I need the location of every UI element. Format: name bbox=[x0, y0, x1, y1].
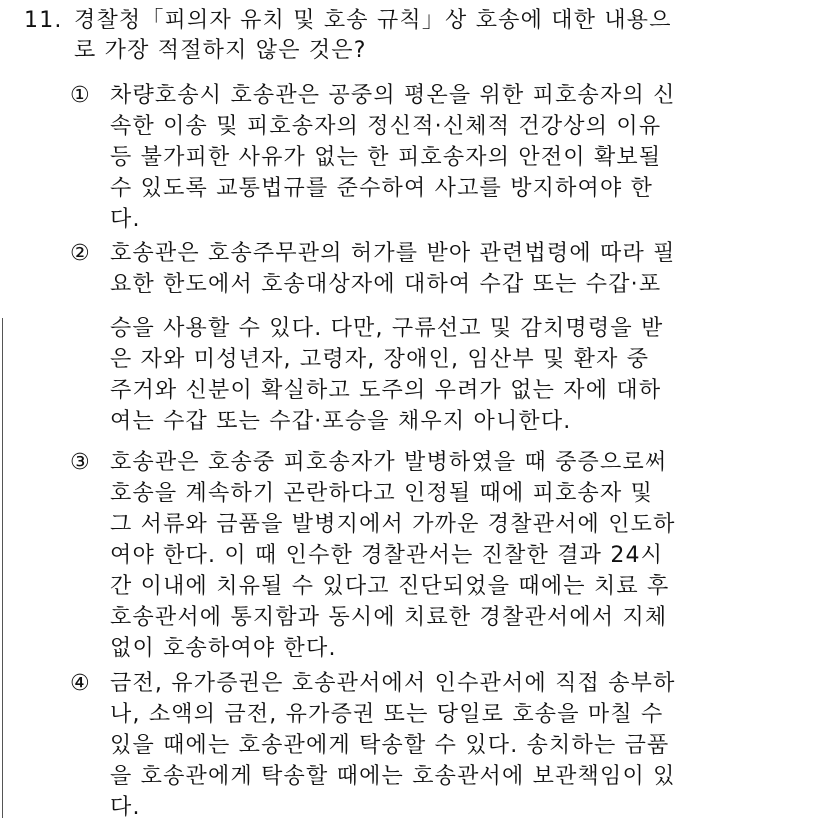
option-4-mark: ④ bbox=[70, 671, 91, 696]
left-margin-rule bbox=[2, 318, 3, 818]
option-4[interactable] bbox=[70, 668, 770, 823]
option-line: 금전, 유가증권은 호송관서에서 인수관서에 직접 송부하 bbox=[110, 671, 676, 696]
option-line: 요한 한도에서 호송대상자에 대하여 수갑 또는 수갑·포 bbox=[110, 272, 662, 297]
option-line: 없이 호송하여야 한다. bbox=[110, 636, 337, 661]
option-2[interactable] bbox=[70, 238, 770, 300]
option-line: 호송을 계속하기 곤란하다고 인정될 때에 피호송자 및 bbox=[110, 481, 654, 506]
question-number: 11. bbox=[24, 8, 63, 33]
question-text-line-2: 로 가장 적절하지 않은 것은? bbox=[74, 38, 367, 63]
option-line: 은 자와 미성년자, 고령자, 장애인, 임산부 및 환자 중 bbox=[110, 347, 650, 372]
option-2-continued bbox=[70, 313, 770, 437]
option-line: 다. bbox=[110, 795, 141, 820]
option-line: 차량호송시 호송관은 공중의 평온을 위한 피호송자의 신 bbox=[110, 83, 676, 108]
option-line: 호송관은 호송주무관의 허가를 받아 관련법령에 따라 필 bbox=[110, 241, 676, 266]
option-line: 호송관은 호송중 피호송자가 발병하였을 때 중증으로써 bbox=[110, 450, 668, 475]
option-3-mark: ③ bbox=[70, 450, 91, 475]
option-line: 등 불가피한 사유가 없는 한 피호송자의 안전이 확보될 bbox=[110, 145, 662, 170]
option-line: 승을 사용할 수 있다. 다만, 구류선고 및 감치명령을 받 bbox=[110, 316, 664, 341]
option-line: 을 호송관에게 탁송할 때에는 호송관서에 보관책임이 있 bbox=[110, 764, 676, 789]
option-4-text bbox=[70, 668, 770, 823]
option-1-mark: ① bbox=[70, 83, 91, 108]
option-1-text bbox=[70, 80, 770, 235]
option-line: 여는 수갑 또는 수갑·포승을 채우지 아니한다. bbox=[110, 409, 572, 434]
option-line: 나, 소액의 금전, 유가증권 또는 당일로 호송을 마칠 수 bbox=[110, 702, 664, 727]
option-line: 속한 이송 및 피호송자의 정신적·신체적 건강상의 이유 bbox=[110, 114, 662, 139]
option-line: 있을 때에는 호송관에게 탁송할 수 있다. 송치하는 금품 bbox=[110, 733, 670, 758]
option-2-mark: ② bbox=[70, 241, 91, 266]
option-line: 호송관서에 통지함과 동시에 치료한 경찰관서에서 지체 bbox=[110, 605, 668, 630]
option-3[interactable] bbox=[70, 447, 770, 664]
option-3-text bbox=[70, 447, 770, 664]
question-header bbox=[24, 6, 804, 66]
option-1[interactable] bbox=[70, 80, 770, 235]
option-2-text-continued bbox=[70, 313, 770, 437]
option-line: 다. bbox=[110, 207, 141, 232]
option-line: 그 서류와 금품을 발병지에서 가까운 경찰관서에 인도하 bbox=[110, 512, 676, 537]
question-text-line-1: 경찰청「피의자 유치 및 호송 규칙」상 호송에 대한 내용으 bbox=[74, 8, 672, 33]
option-line: 여야 한다. 이 때 인수한 경찰관서는 진찰한 결과 24시 bbox=[110, 543, 664, 568]
option-line: 간 이내에 치유될 수 있다고 진단되었을 때에는 치료 후 bbox=[110, 574, 670, 599]
option-line: 주거와 신분이 확실하고 도주의 우려가 없는 자에 대하 bbox=[110, 378, 662, 403]
option-2-text bbox=[70, 238, 770, 300]
option-line: 수 있도록 교통법규를 준수하여 사고를 방지하여야 한 bbox=[110, 176, 654, 201]
